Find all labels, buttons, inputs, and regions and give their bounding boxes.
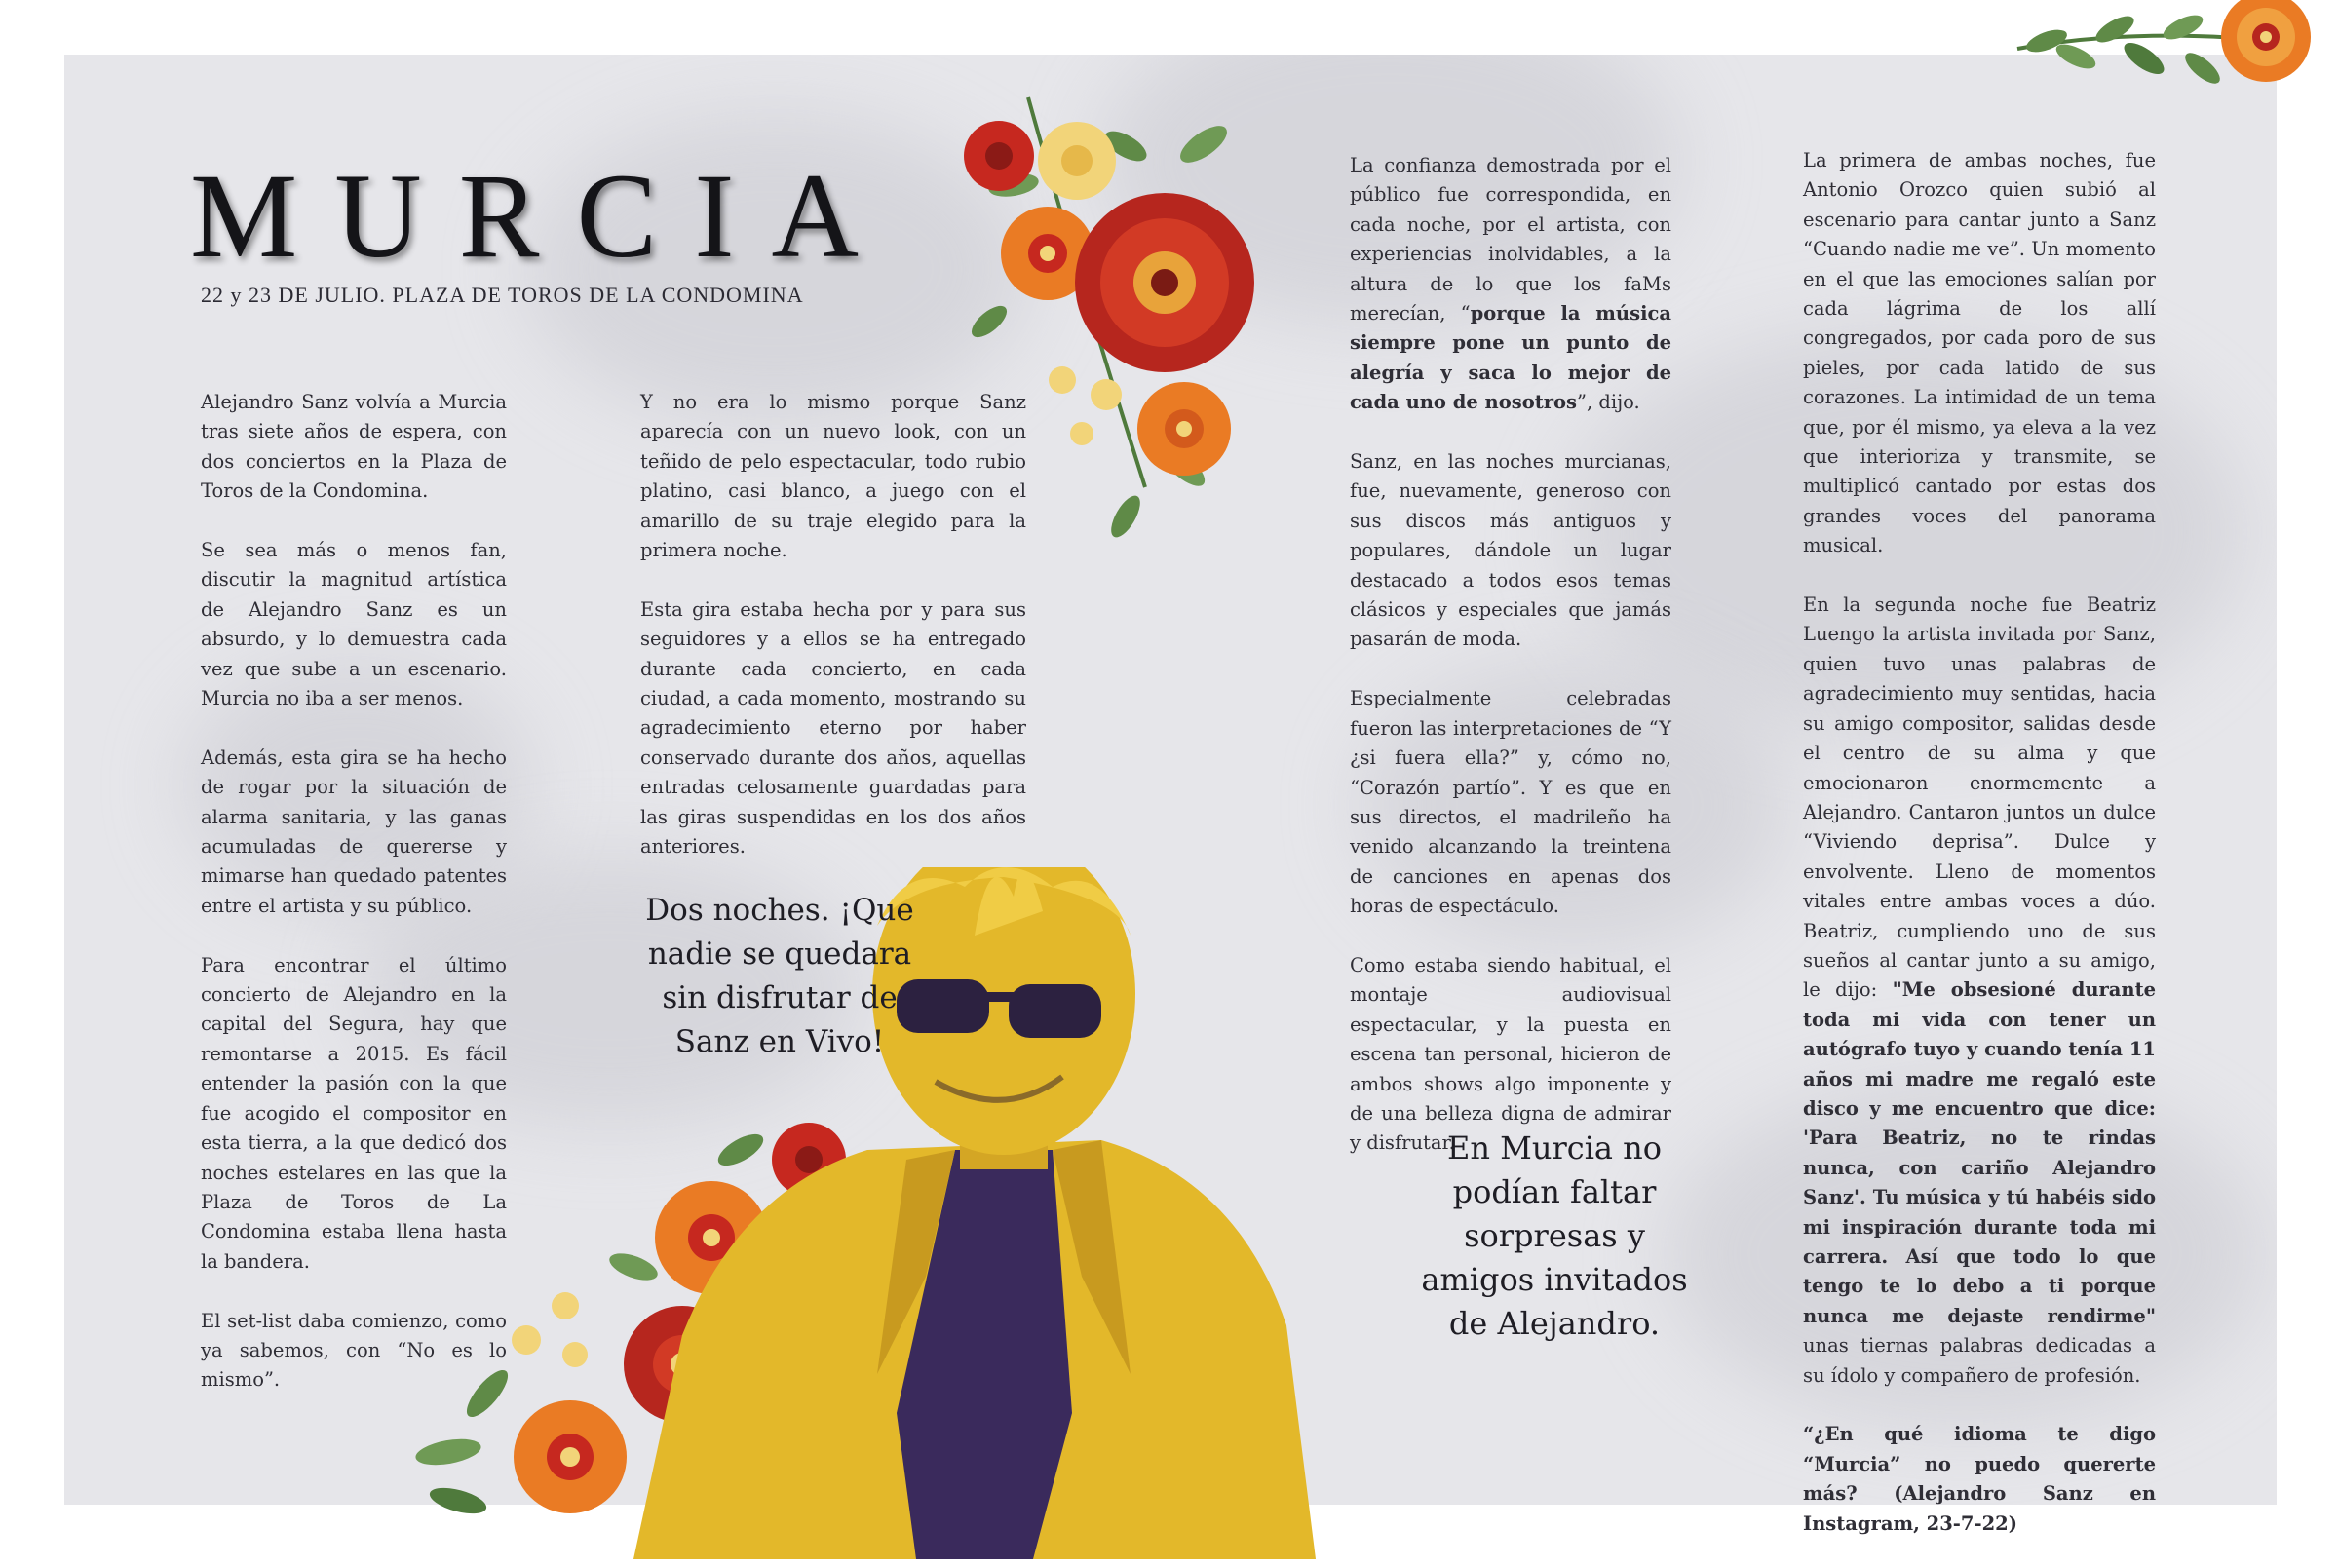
- article-column-3: [1350, 151, 1671, 1188]
- page-subtitle: 22 y 23 DE JULIO. PLAZA DE TOROS DE LA CONDOMINA: [201, 283, 804, 307]
- paragraph-text: En la segunda noche fue Beatriz Luengo la artista invitada por Sanz, quien tuvo unas palabras de agradecimiento muy sentidas, hacia su amigo compositor, salidas desde el centro de su alma y que emocionaron enormemente a Alejandro. Cantaron juntos un dulce “Viviendo deprisa”. Dulce y envolvente. Lleno de momentos vitales entre ambas voces a dúo. Beatriz, cumpliendo uno de sus sueños al cantar junto a su amigo, le dijo:: [1803, 593, 2156, 1002]
- page-title: MURCIA: [190, 149, 897, 283]
- paragraph: La primera de ambas noches, fue Antonio Orozco quien subió al escenario para cantar junto a Sanz “Cuando nadie me ve”. Un momento en el que las emociones salían por cada lágrima de los allí congregados, por cada poro de sus pieles, por cada latido de sus corazones. La intimidad de un tema que, por él mismo, ya eleva a la vez que interioriza y transmite, se multiplicó cantado por estas dos grandes voces del panorama musical.: [1803, 149, 2156, 557]
- paragraph: Alejandro Sanz volvía a Murcia tras siete años de espera, con dos conciertos en la Plaza de Toros de la Condomina.: [201, 391, 507, 503]
- paragraph: Para encontrar el último concierto de Alejandro en la capital del Segura, hay que remontarse a 2015. Es fácil entender la pasión con la que fue acogido el compositor en esta tierra, a la que dedicó dos noches estelares en las que la Plaza de Toros de La Condomina estaba llena hasta la bandera.: [201, 953, 507, 1273]
- paragraph: Como estaba siendo habitual, el montaje audiovisual espectacular, y la puesta en escena tan personal, hicieron de ambos shows algo imponente y de una belleza digna de admirar y disfrutar.: [1350, 953, 1671, 1155]
- paragraph: Se sea más o menos fan, discutir la magnitud artística de Alejandro Sanz es un absurdo, y lo demuestra cada vez que sube a un escenario. Murcia no iba a ser menos.: [201, 539, 507, 710]
- paragraph: Además, esta gira se ha hecho de rogar por la situación de alarma sanitaria, y las ganas acumuladas de quererse y mimarse han quedado patentes entre el artista y su público.: [201, 746, 507, 917]
- paragraph: Esta gira estaba hecha por y para sus seguidores y a ellos se ha entregado durante cada concierto, en cada ciudad, a cada momento, mostrando su agradecimiento eterno por haber conservado durante dos años, aquellas entradas celosamente guardadas para las giras suspendidas en los dos años anteriores.: [640, 597, 1026, 859]
- paragraph: [1803, 591, 2156, 1391]
- paragraph-text: unas tiernas palabras dedicadas a su ídolo y compañero de profesión.: [1803, 1334, 2156, 1387]
- paragraph: Sanz, en las noches murcianas, fue, nuevamente, generoso con sus discos más antiguos y populares, dándole un lugar destacado a todos esos temas clásicos y especiales que jamás pasarán de moda.: [1350, 450, 1671, 651]
- paragraph: [1350, 151, 1671, 418]
- corner-flower-decoration: [2008, 0, 2339, 107]
- article-column-1: [201, 388, 507, 1425]
- paragraph: Y no era lo mismo porque Sanz aparecía con un nuevo look, con un teñido de pelo espectacular, todo rubio platino, casi blanco, a juego con el amarillo de su traje elegido para la primera noche.: [640, 391, 1026, 562]
- pull-quote-left: Dos noches. ¡Que nadie se quedara sin disfrutar de Sanz en Vivo!: [645, 893, 914, 1059]
- paragraph: Especialmente celebradas fueron las interpretaciones de “Y ¿si fuera ella?” y, cómo no, “Corazón partío”. Y es que en sus directos, el madrileño ha venido alcanzando la treintena de canciones en apenas dos horas de espectáculo.: [1350, 687, 1671, 918]
- bold-quote: "Me obsesioné durante toda mi vida con tener un autógrafo tuyo y cuando tenía 11 años mi madre me regaló este disco y me encuentro que dice: 'Para Beatriz, no te rindas nunca, con cariño Alejandro Sanz'. Tu música y tú habéis sido mi inspiración durante toda mi carrera. Así que todo lo que tengo te lo debo a ti porque nunca me dejaste rendirme": [1803, 978, 2157, 1327]
- article-column-4: [1803, 146, 2156, 1568]
- paragraph-text: ”, dijo.: [1576, 391, 1640, 414]
- paragraph-text: La confianza demostrada por el público fue correspondida, en cada noche, por el artista, con experiencias inolvidables, a la altura de lo que los faMs merecían, “: [1350, 154, 1671, 325]
- bold-quote: porque la música siempre pone un punto de alegría y saca lo mejor de cada uno de nosotros: [1350, 302, 1671, 414]
- closing-quote: [1803, 1420, 2156, 1539]
- pull-quote-right: En Murcia no podían faltar sorpresas y amigos invitados de Alejandro.: [1421, 1129, 1688, 1342]
- bold-quote: “¿En qué idioma te digo “Murcia” no puedo quererte más? (Alejandro Sanz en Instagram, 23-7-22): [1803, 1423, 2156, 1535]
- paragraph: El set-list daba comienzo, como ya sabemos, con “No es lo mismo”.: [201, 1309, 507, 1392]
- article-column-2: [640, 388, 1026, 892]
